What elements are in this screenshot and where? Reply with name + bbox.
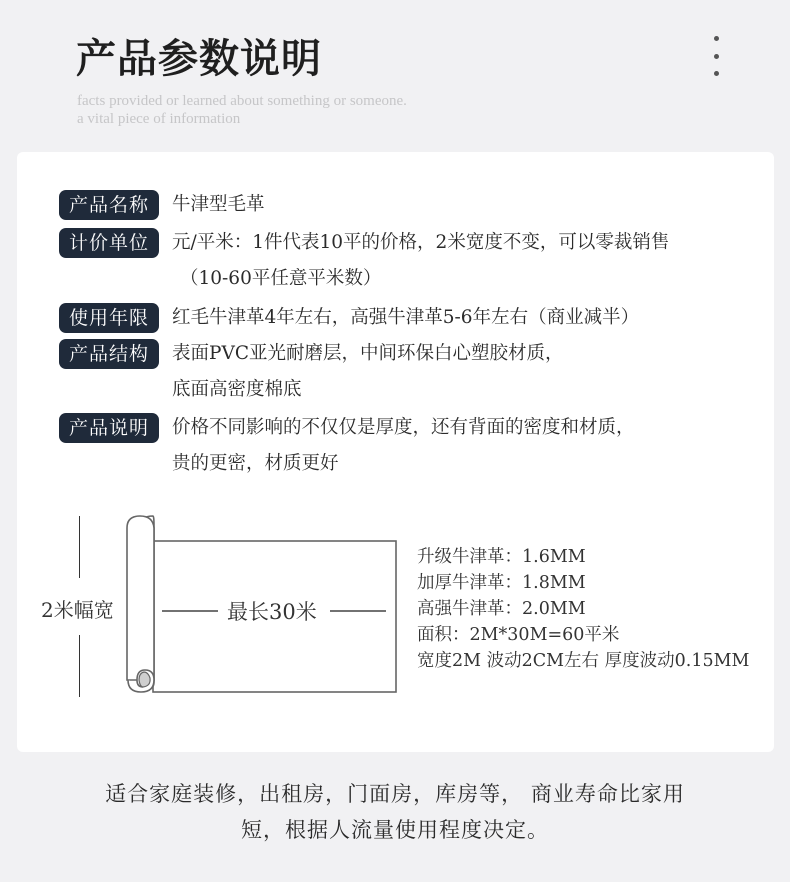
param-row-name xyxy=(59,190,265,223)
more-dot xyxy=(714,36,719,41)
roll-core xyxy=(139,672,150,687)
spec-card xyxy=(17,152,774,752)
more-dot xyxy=(714,71,719,76)
param-label: 使用年限 xyxy=(59,303,159,333)
param-value-line: 价格不同影响的不仅仅是厚度，还有背面的密度和材质， xyxy=(172,417,635,438)
roll-cylinder xyxy=(127,516,154,680)
param-label: 计价单位 xyxy=(59,228,159,258)
param-value-line: 元/平米：1件代表10平的价格，2米宽度不变，可以零裁销售 xyxy=(172,232,670,253)
param-label: 产品结构 xyxy=(59,339,159,369)
param-value-line: 牛津型毛革 xyxy=(172,194,265,215)
param-value-line: 底面高密度棉底 xyxy=(172,379,302,400)
param-value-line: 红毛牛津革4年左右，高强牛津革5-6年左右（商业减半） xyxy=(172,307,640,328)
param-row-structure xyxy=(59,339,563,408)
param-label: 产品说明 xyxy=(59,413,159,443)
param-value xyxy=(172,410,635,482)
param-value-line: 表面PVC亚光耐磨层，中间环保白心塑胶材质， xyxy=(172,343,564,364)
param-row-lifespan xyxy=(59,303,639,336)
param-value xyxy=(172,336,563,408)
spec-item: 面积：2M*30M=60平米 xyxy=(417,625,620,645)
param-row-description xyxy=(59,413,635,482)
spec-item: 高强牛津革：2.0MM xyxy=(417,599,586,619)
length-label: 最长30米 xyxy=(227,600,317,624)
roll-diagram xyxy=(17,492,774,712)
thickness-spec-list xyxy=(417,544,749,674)
footer-note-line1: 适合家庭装修，出租房，门面房，库房等， 商业寿命比家用 xyxy=(105,782,685,806)
subtitle-line1: facts provided or learned about something or someone. xyxy=(77,93,407,109)
param-value-line: 贵的更密，材质更好 xyxy=(172,453,339,474)
more-options-icon[interactable] xyxy=(706,36,726,76)
param-row-price-unit xyxy=(59,228,669,297)
page-title: 产品参数说明 xyxy=(76,35,322,82)
width-label: 2米幅宽 xyxy=(41,598,114,622)
param-label: 产品名称 xyxy=(59,190,159,220)
footer-note-line2: 短，根据人流量使用程度决定。 xyxy=(241,818,549,842)
subtitle-line2: a vital piece of information xyxy=(77,111,241,127)
param-value-line: （10-60平任意平米数） xyxy=(180,268,382,289)
spec-item: 加厚牛津革：1.8MM xyxy=(417,573,586,593)
param-value xyxy=(172,187,265,223)
spec-item: 宽度2M 波动2CM左右 厚度波动0.15MM xyxy=(417,651,750,671)
spec-item: 升级牛津革：1.6MM xyxy=(417,547,586,567)
param-value xyxy=(172,300,639,336)
more-dot xyxy=(714,54,719,59)
param-value xyxy=(172,225,669,297)
